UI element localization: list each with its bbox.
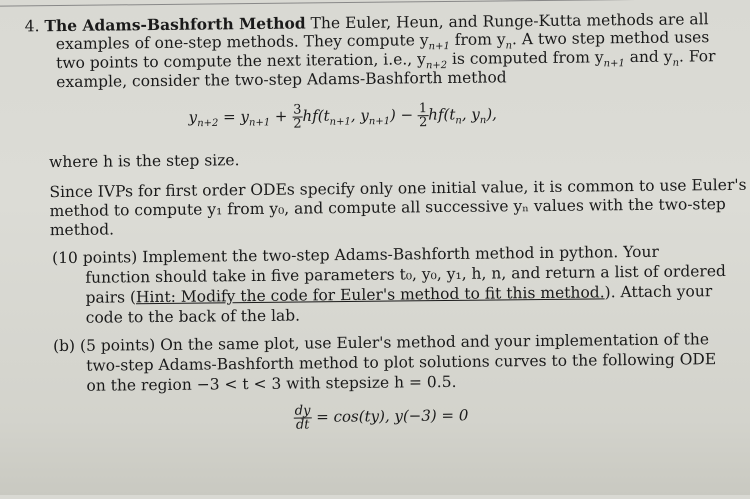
adams-bashforth-equation: $y_{n+2} = y_{n+1}$ + $\frac{3}{2}$ $hf(t_{n+1}$, $y_{n+1}$) − $\frac{1}{2}$ $hf(t_n$, $y_n$), [188,101,497,132]
where-text: where h is the step size. [48,151,240,172]
problem-line-2: examples of one-step methods. They compute $y_{n+1}$ from $y_n$. A two step method uses [55,28,710,54]
fraction-one-half: $\frac{1}{2}$ [418,101,428,131]
dy-dt-fraction: $\frac{dy}{dt}$ [294,403,311,433]
part-b-line-2: two-step Adams-Bashforth method to plot solutions curves to the following ODE [86,350,717,375]
problem-title: The Adams-Bashforth Method [44,13,306,36]
problem-number: 4. [24,17,40,36]
part-a-line-2: function should take in five parameters t₀, y₀, y₁, h, n, and return a list of ordered [85,262,726,287]
intro-line-1: The Euler, Heun, and Runge-Kutta methods are all [310,10,709,33]
ivp-line-3: method. [49,220,115,240]
ivp-line-2: method to compute y₁ from y₀, and compute all successive yₙ values with the two-step [49,195,726,221]
part-b-line-1: (b) (5 points) On the same plot, use Euler's method and your implementation of the [52,330,710,356]
ode-equation: $\frac{dy}{dt}$ = cos(ty), y(−3) = 0 [294,403,469,433]
part-a-line-4: code to the back of the lab. [85,306,301,327]
ivp-line-1: Since IVPs for first order ODEs specify only one initial value, it is common to use Euler's [49,175,747,202]
top-rule [0,0,697,7]
problem-line-3: two points to compute the next iteration, i.e., $y_{n+2}$ is computed from $y_{n+1}$ and $y_n$. For [55,47,716,73]
part-a-line-1: (10 points) Implement the two-step Adams-Bashforth method in python. Your [52,242,659,268]
problem-line-4: example, consider the two-step Adams-Bashforth method [56,68,507,92]
part-a-line-3: pairs (Hint: Modify the code for Euler's method to fit this method.). Attach your [85,282,713,307]
hint-text: Hint: Modify the code for Euler's method to fit this method. [135,283,605,307]
part-b-line-3: on the region −3 < t < 3 with stepsize h = 0.5. [86,372,457,395]
fraction-three-halves: $\frac{3}{2}$ [293,102,302,132]
